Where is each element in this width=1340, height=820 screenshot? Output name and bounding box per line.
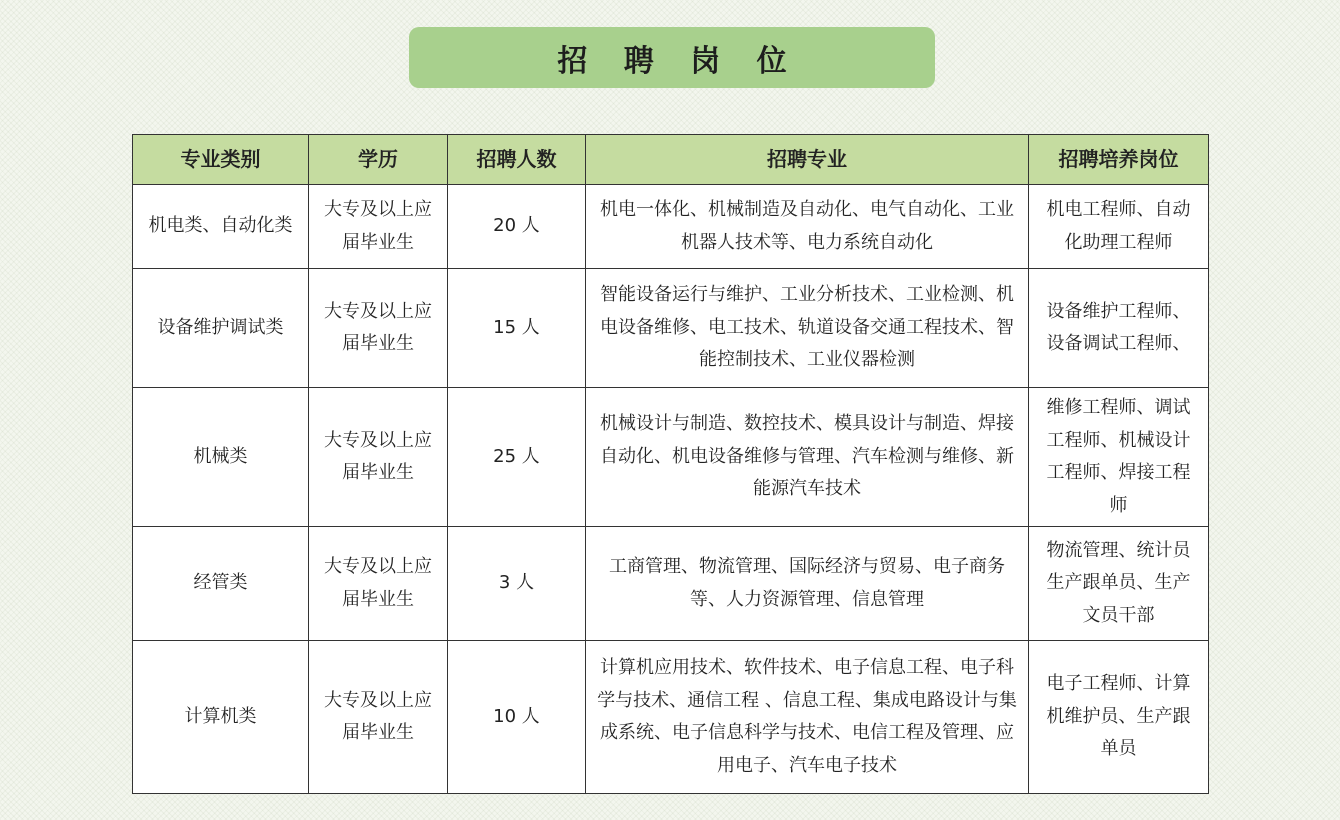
recruitment-table [132, 134, 1209, 794]
cell-education: 大专及以上应届毕业生 [309, 527, 448, 641]
cell-majors: 机电一体化、机械制造及自动化、电气自动化、工业机器人技术等、电力系统自动化 [586, 185, 1029, 269]
header-education: 学历 [309, 135, 448, 185]
cell-category: 计算机类 [133, 641, 309, 794]
cell-majors: 机械设计与制造、数控技术、模具设计与制造、焊接自动化、机电设备维修与管理、汽车检测与维修、新能源汽车技术 [586, 388, 1029, 527]
cell-count: 3 人 [448, 527, 586, 641]
cell-education: 大专及以上应届毕业生 [309, 388, 448, 527]
table-row [133, 641, 1209, 794]
cell-positions: 维修工程师、调试工程师、机械设计工程师、焊接工程师 [1029, 388, 1209, 527]
cell-category: 经管类 [133, 527, 309, 641]
table-row [133, 388, 1209, 527]
page-title: 招 聘 岗 位 [409, 27, 935, 88]
cell-category: 设备维护调试类 [133, 269, 309, 388]
cell-education: 大专及以上应届毕业生 [309, 641, 448, 794]
cell-count: 15 人 [448, 269, 586, 388]
cell-category: 机械类 [133, 388, 309, 527]
cell-majors: 智能设备运行与维护、工业分析技术、工业检测、机电设备维修、电工技术、轨道设备交通工程技术、智能控制技术、工业仪器检测 [586, 269, 1029, 388]
cell-education: 大专及以上应届毕业生 [309, 185, 448, 269]
table-row [133, 185, 1209, 269]
header-majors: 招聘专业 [586, 135, 1029, 185]
header-category: 专业类别 [133, 135, 309, 185]
header-positions: 招聘培养岗位 [1029, 135, 1209, 185]
cell-positions: 机电工程师、自动化助理工程师 [1029, 185, 1209, 269]
cell-count: 10 人 [448, 641, 586, 794]
table-header-row [133, 135, 1209, 185]
cell-count: 25 人 [448, 388, 586, 527]
cell-count: 20 人 [448, 185, 586, 269]
table-row [133, 269, 1209, 388]
header-count: 招聘人数 [448, 135, 586, 185]
cell-positions: 设备维护工程师、设备调试工程师、 [1029, 269, 1209, 388]
cell-category: 机电类、自动化类 [133, 185, 309, 269]
cell-positions: 物流管理、统计员生产跟单员、生产文员干部 [1029, 527, 1209, 641]
table-row [133, 527, 1209, 641]
cell-majors: 计算机应用技术、软件技术、电子信息工程、电子科学与技术、通信工程 、信息工程、集成电路设计与集成系统、电子信息科学与技术、电信工程及管理、应用电子、汽车电子技术 [586, 641, 1029, 794]
cell-positions: 电子工程师、计算机维护员、生产跟单员 [1029, 641, 1209, 794]
cell-majors: 工商管理、物流管理、国际经济与贸易、电子商务等、人力资源管理、信息管理 [586, 527, 1029, 641]
cell-education: 大专及以上应届毕业生 [309, 269, 448, 388]
